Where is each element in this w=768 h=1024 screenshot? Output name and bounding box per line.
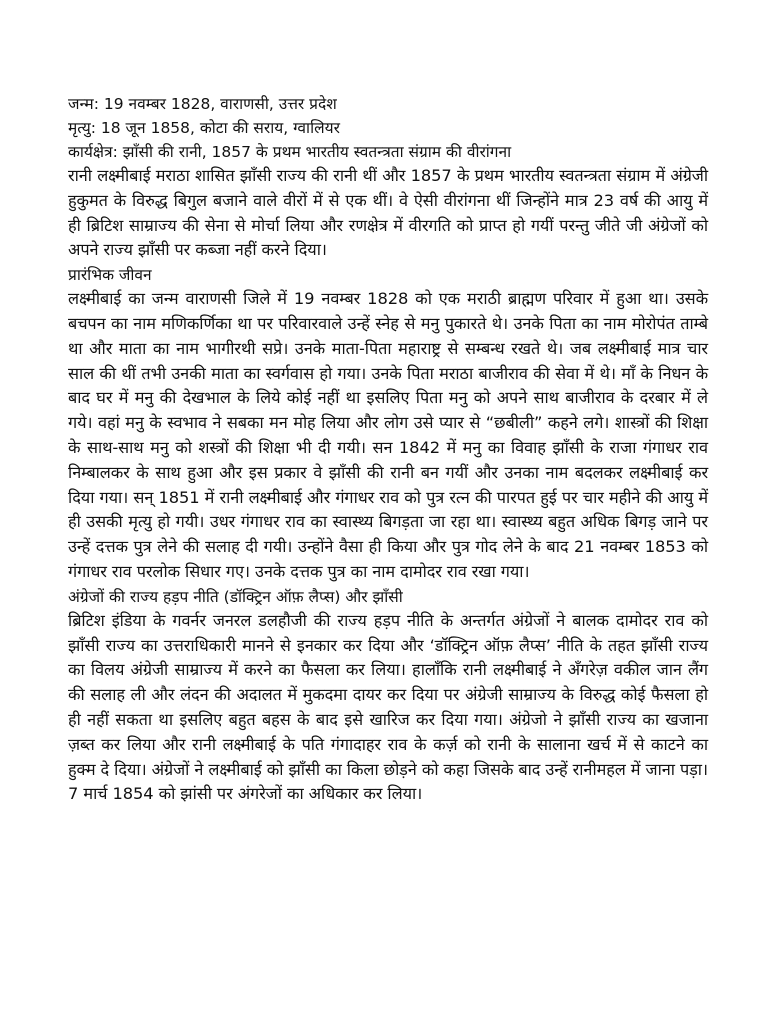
birth-line: जन्म: 19 नवम्बर 1828, वाराणसी, उत्तर प्रदेश	[68, 95, 337, 113]
section-heading-early-life: प्रारंभिक जीवन	[68, 266, 152, 285]
early-life-paragraph: लक्ष्मीबाई का जन्म वाराणसी जिले में 19 नवम्बर 1828 को एक मराठी ब्राह्मण परिवार में हुआ था। उसके बचपन का नाम मणिकर्णिका था पर परिवारवाले उन्हें स्नेह से मनु पुकारते थे। उनके पिता का नाम मोरोपंत ताम्बे था और माता का नाम भागीरथी सप्रे। उनके माता-पिता महाराष्ट्र से सम्बन्ध रखते थे। जब लक्ष्मीबाई मात्र चार साल की थीं तभी उनकी माता का स्वर्गवास हो गया। उनके पिता मराठा बाजीराव की सेवा में थे। माँ के निधन के बाद घर में मनु की देखभाल के लिये कोई नहीं था इसलिए पिता मनु को अपने साथ बाजीराव के दरबार में ले गये। वहां मनु के स्वभाव ने सबका मन मोह लिया और लोग उसे प्यार से “छबीली” कहने लगे। शास्त्रों की शिक्षा के साथ-साथ मनु को शस्त्रों की शिक्षा भी दी गयी। सन 1842 में मनु का विवाह झाँसी के राजा गंगाधर राव निम्बालकर के साथ हुआ और इस प्रकार वे झाँसी की रानी बन गयीं और उनका नाम बदलकर लक्ष्मीबाई कर दिया गया। सन् 1851 में रानी लक्ष्मीबाई और गंगाधर राव को पुत्र रत्न की पारपत हुई पर चार महीने की आयु में ही उसकी मृत्यु हो गयी। उधर गंगाधर राव का स्वास्थ्य बिगड़ता जा रहा था। स्वास्थ्य बहुत अधिक बिगड़ जाने पर उन्हें दत्तक पुत्र लेने की सलाह दी गयी। उन्होंने वैसा ही किया और पुत्र गोद लेने के बाद 21 नवम्बर 1853 को गंगाधर राव परलोक सिधार गए। उनके दत्तक पुत्र का नाम दामोदर राव रखा गया।	[68, 289, 708, 581]
section-heading-doctrine-of-lapse: अंग्रेजों की राज्य हड़प नीति (डॉक्ट्रिन ऑफ़ लैप्स) और झाँसी	[68, 587, 403, 606]
death-line: मृत्यु: 18 जून 1858, कोटा की सराय, ग्वालियर	[68, 119, 340, 137]
doctrine-of-lapse-paragraph: ब्रिटिश इंडिया के गवर्नर जनरल डलहौजी की राज्य हड़प नीति के अन्तर्गत अंग्रेजों ने बालक दामोदर राव को झाँसी राज्य का उत्तराधिकारी मानने से इनकार कर दिया और ‘डॉक्ट्रिन ऑफ़ लैप्स’ नीति के तहत झाँसी राज्य का विलय अंग्रेजी साम्राज्य में करने का फैसला कर लिया। हालाँकि रानी लक्ष्मीबाई ने अँगरेज़ वकील जान लैंग की सलाह ली और लंदन की अदालत में मुकदमा दायर कर दिया पर अंग्रेजी साम्राज्य के विरुद्ध कोई फैसला हो ही नहीं सकता था इसलिए बहुत बहस के बाद इसे खारिज कर दिया गया। अंग्रेजो ने झाँसी राज्य का खजाना ज़ब्त कर लिया और रानी लक्ष्मीबाई के पति गंगादाहर राव के कर्ज़ को रानी के सालाना खर्च में से काटने का हुक्म दे दिया। अंग्रेजों ने लक्ष्मीबाई को झाँसी का किला छोड़ने को कहा जिसके बाद उन्हें रानीमहल में जाना पड़ा। 7 मार्च 1854 को झांसी पर अंगरेजों का अधिकार कर लिया।	[68, 610, 708, 804]
work-area-line: कार्यक्षेत्र: झाँसी की रानी, 1857 के प्रथम भारतीय स्वतन्त्रता संग्राम की वीरांगना	[68, 143, 512, 161]
intro-paragraph: रानी लक्ष्मीबाई मराठा शासित झाँसी राज्य की रानी थीं और 1857 के प्रथम भारतीय स्वतन्त्रता संग्राम में अंग्रेजी हुकुमत के विरुद्ध बिगुल बजाने वाले वीरों में से एक थीं। वे ऐसी वीरांगना थीं जिन्होंने मात्र 23 वर्ष की आयु में ही ब्रिटिश साम्राज्य की सेना से मोर्चा लिया और रणक्षेत्र में वीरगति को प्राप्त हो गयीं परन्तु जीते जी अंग्रेजों को अपने राज्य झाँसी पर कब्जा नहीं करने दिया।	[68, 166, 708, 260]
document-body	[68, 92, 708, 807]
